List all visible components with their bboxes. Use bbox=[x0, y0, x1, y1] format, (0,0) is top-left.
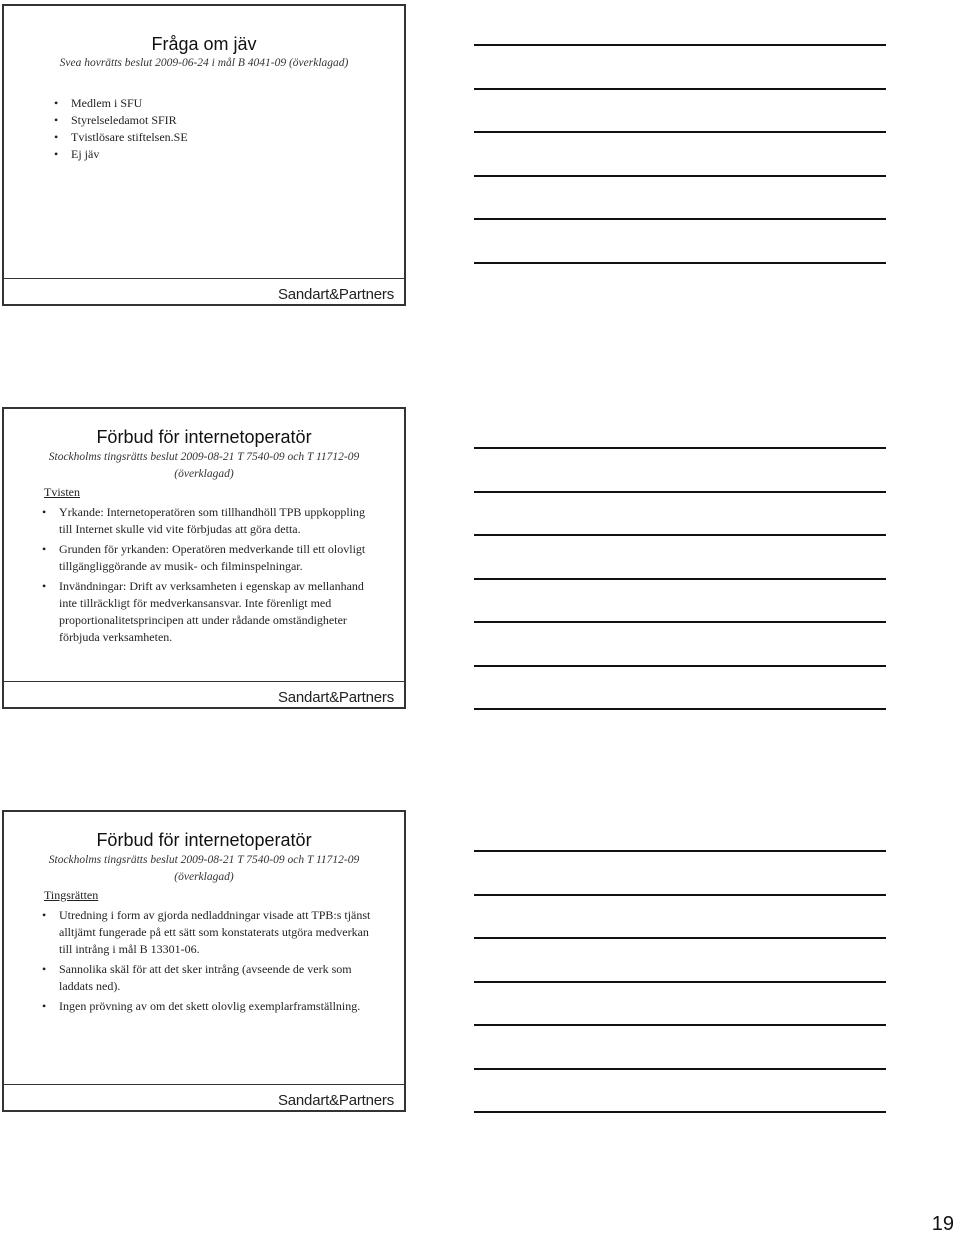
slide-1 bbox=[2, 4, 406, 306]
note-line bbox=[474, 175, 886, 177]
slide-title: Fråga om jäv bbox=[151, 34, 257, 54]
slide-subtitle: Stockholms tingsrätts beslut 2009-08-21 T 7540-09 och T 11712-09 (överklagad) bbox=[48, 854, 360, 883]
slide-title: Förbud för internetoperatör bbox=[96, 427, 312, 447]
note-line bbox=[474, 218, 886, 220]
slide-3 bbox=[2, 810, 406, 1112]
note-line bbox=[474, 894, 886, 896]
slide-subtitle: Svea hovrätts beslut 2009-06-24 i mål B 4041-09 (överklagad) bbox=[59, 57, 349, 69]
note-line bbox=[474, 44, 886, 46]
company-logo: Sandart&Partners bbox=[277, 1092, 394, 1109]
slide-2 bbox=[2, 407, 406, 709]
list-item: • Tvistlösare stiftelsen.SE bbox=[71, 129, 391, 146]
bullet-list bbox=[59, 907, 379, 1015]
bullet-list bbox=[59, 504, 379, 646]
bullet-list bbox=[71, 95, 391, 163]
list-item: • Sannolika skäl för att det sker intrång (avseende de verk som laddats ned). bbox=[59, 961, 379, 995]
note-line bbox=[474, 937, 886, 939]
list-item: • Yrkande: Internetoperatören som tillhandhöll TPB uppkoppling till Internet skulle vid vite förbjudas att göra detta. bbox=[59, 504, 379, 538]
company-logo: Sandart&Partners bbox=[277, 689, 394, 706]
note-line bbox=[474, 578, 886, 580]
section-label: Tvisten bbox=[44, 485, 80, 499]
list-item: • Medlem i SFU bbox=[71, 95, 391, 112]
list-item: • Utredning i form av gjorda nedladdningar visade att TPB:s tjänst alltjämt fungerade på ett sätt som konstaterats utgöra medverkan till intrång i mål B 13301-06. bbox=[59, 907, 379, 958]
footer-divider bbox=[4, 1084, 404, 1085]
note-line bbox=[474, 491, 886, 493]
list-item: • Ej jäv bbox=[71, 146, 391, 163]
note-line bbox=[474, 447, 886, 449]
footer-divider bbox=[4, 681, 404, 682]
note-line bbox=[474, 534, 886, 536]
note-line bbox=[474, 131, 886, 133]
note-line bbox=[474, 262, 886, 264]
note-line bbox=[474, 88, 886, 90]
note-line bbox=[474, 1024, 886, 1026]
list-item: • Invändningar: Drift av verksamheten i egenskap av mellanhand inte tillräckligt för medverkansansvar. Inte förenligt med proportionalitetsprincipen att under rådande omständigheter förbjuda verksamheten. bbox=[59, 578, 379, 646]
note-line bbox=[474, 708, 886, 710]
company-logo: Sandart&Partners bbox=[277, 286, 394, 303]
list-item: • Ingen prövning av om det skett olovlig exemplarframställning. bbox=[59, 998, 379, 1015]
list-item: • Grunden för yrkanden: Operatören medverkande till ett olovligt tillgängliggörande av musik- och filminspelningar. bbox=[59, 541, 379, 575]
note-line bbox=[474, 665, 886, 667]
slide-title: Förbud för internetoperatör bbox=[96, 830, 312, 850]
footer-divider bbox=[4, 278, 404, 279]
section-label: Tingsrätten bbox=[44, 888, 99, 902]
list-item: • Styrelseledamot SFIR bbox=[71, 112, 391, 129]
note-line bbox=[474, 1111, 886, 1113]
slide-subtitle: Stockholms tingsrätts beslut 2009-08-21 T 7540-09 och T 11712-09 (överklagad) bbox=[48, 451, 360, 480]
note-line bbox=[474, 850, 886, 852]
note-line bbox=[474, 621, 886, 623]
page-number: 19 bbox=[931, 1213, 954, 1235]
note-line bbox=[474, 1068, 886, 1070]
note-line bbox=[474, 981, 886, 983]
